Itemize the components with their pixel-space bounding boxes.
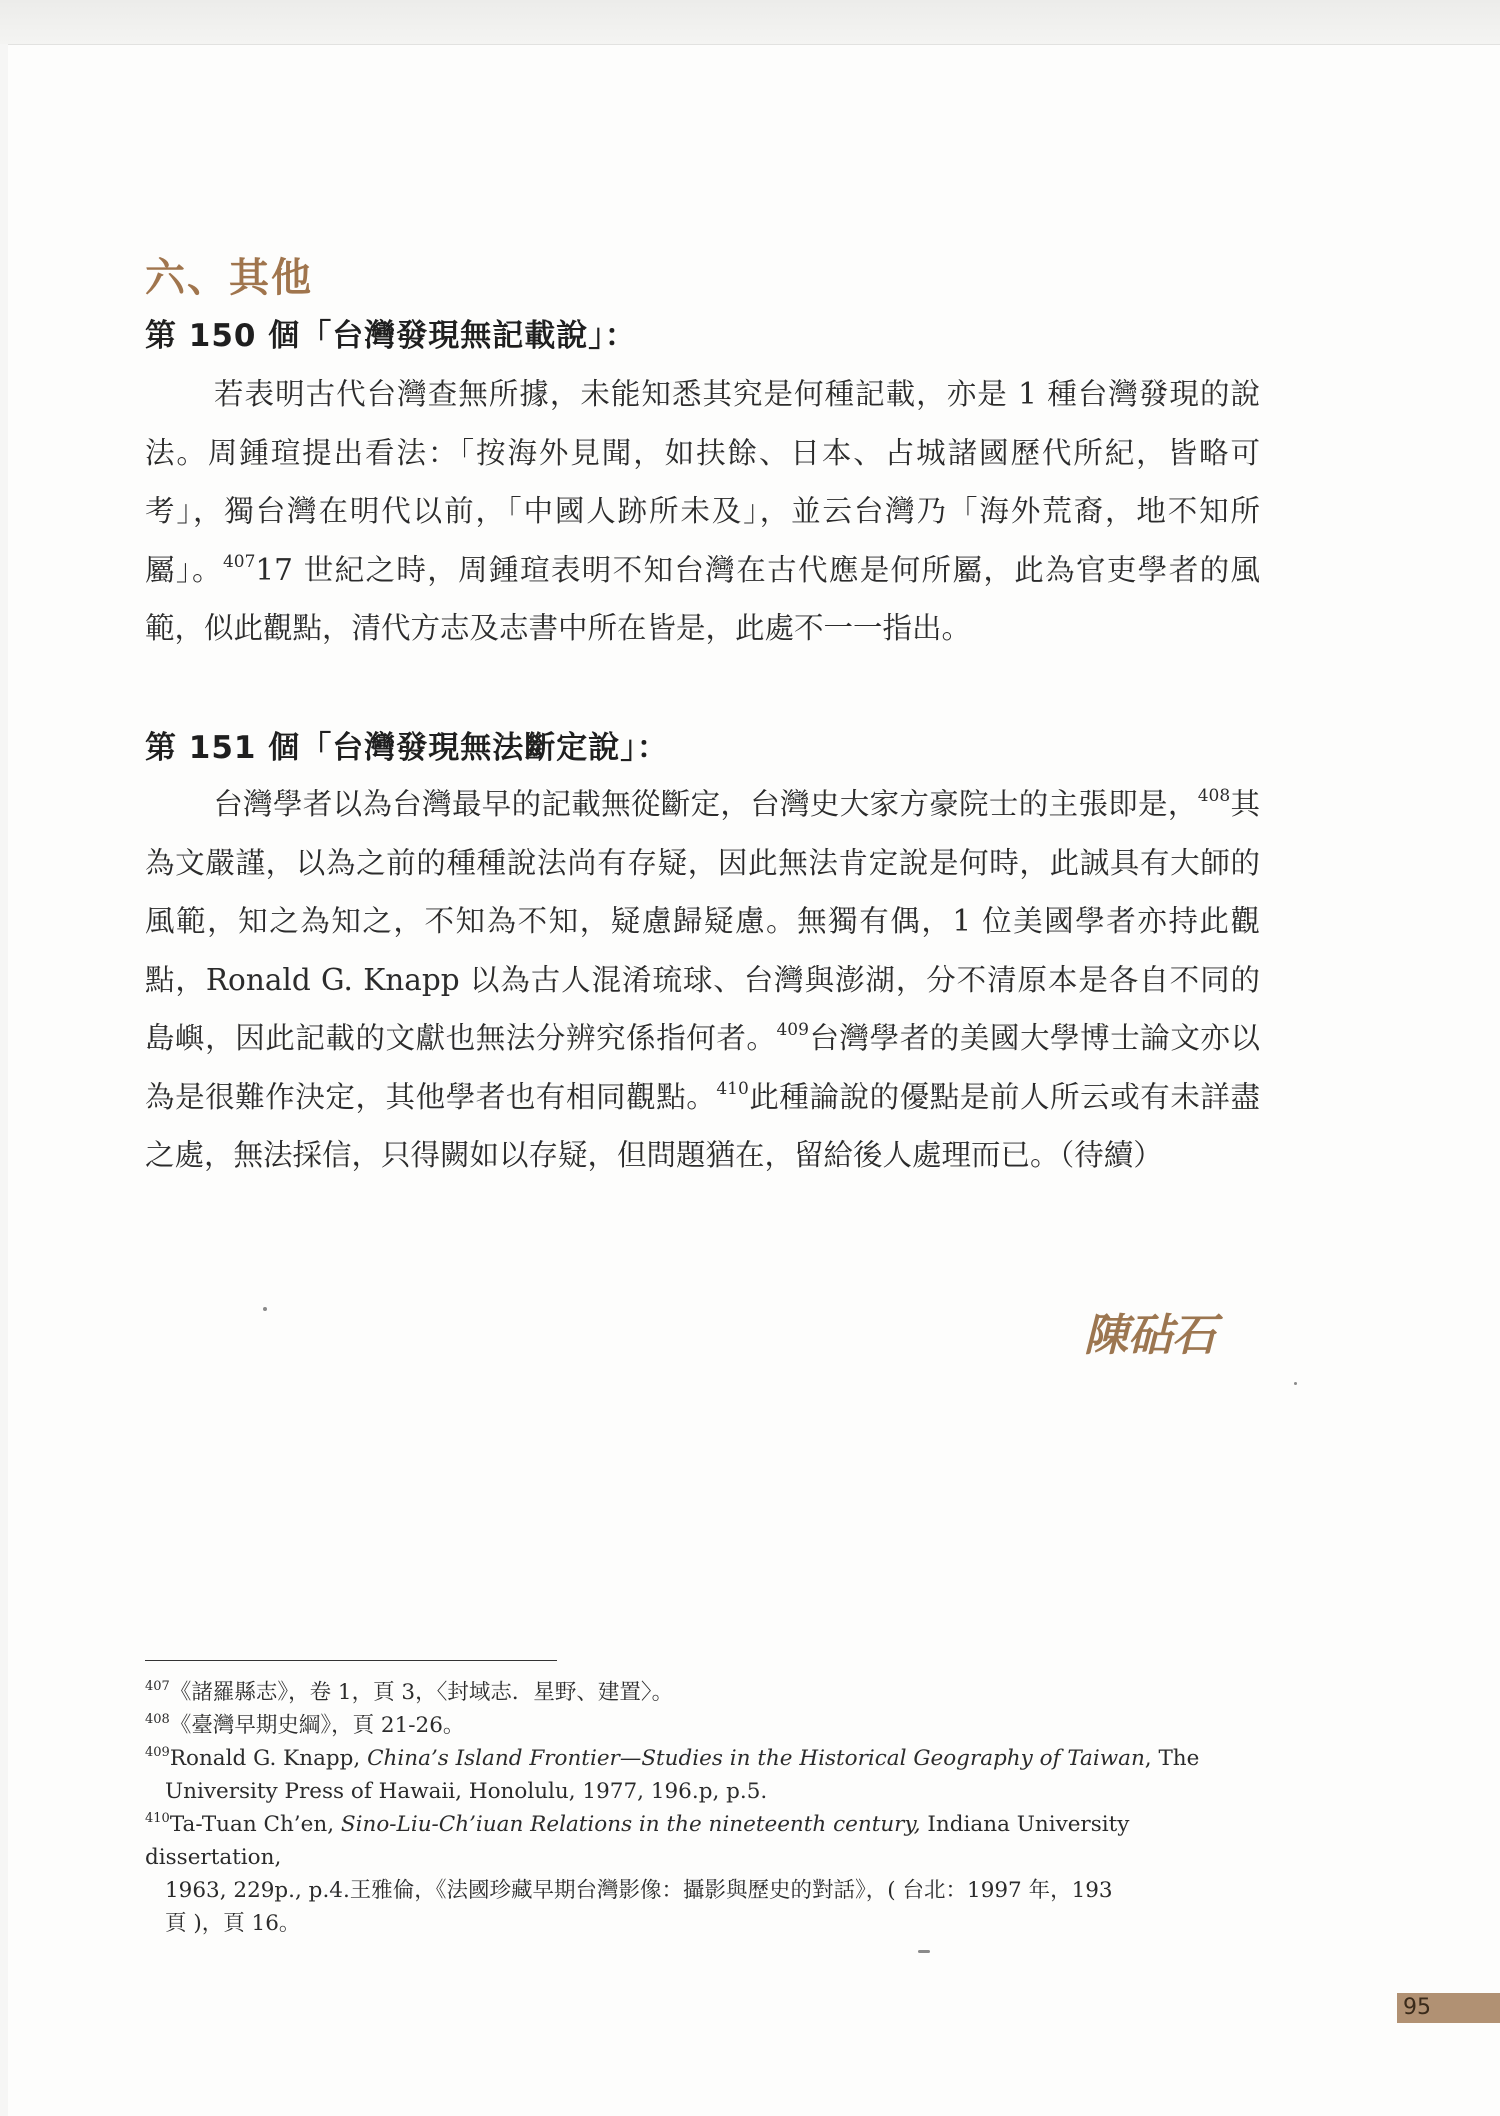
heading-150: 第 150 個「台灣發現無記載說」： <box>145 318 637 354</box>
footnote-407 <box>145 1676 1260 1709</box>
footnote-text: Ta-Tuan Ch’en, <box>169 1812 341 1837</box>
footnote-continuation: 頁 )，頁 16。 <box>165 1911 301 1936</box>
scan-speck <box>263 1307 267 1311</box>
author-signature <box>1080 1300 1240 1370</box>
footnote-text: Indiana University dissertation, <box>145 1812 1130 1870</box>
page-number: 95 <box>1397 1993 1500 2023</box>
footnote-ref-410: 410 <box>716 1078 749 1099</box>
footnote-ref-407: 407 <box>222 551 256 572</box>
footnote-continuation: 1963, 229p., p.4.王雅倫，《法國珍藏早期台灣影像：攝影與歷史的對話》，( 台北：1997 年，193 <box>165 1878 1113 1903</box>
footnote-408 <box>145 1709 1260 1742</box>
footnote-continuation: University Press of Hawaii, Honolulu, 1977, 196.p, p.5. <box>165 1779 768 1804</box>
scan-speck <box>1294 1382 1297 1385</box>
scan-top-strip <box>0 0 1500 44</box>
footnote-divider <box>145 1660 557 1661</box>
footnote-number: 408 <box>145 1712 170 1727</box>
footnote-number: 407 <box>145 1679 170 1694</box>
footnote-number: 410 <box>145 1811 170 1826</box>
heading-151: 第 151 個「台灣發現無法斷定說」： <box>145 730 669 766</box>
paragraph-151-text-2: 其為文嚴謹，以為之前的種種說法尚有存疑，因此無法肯定說是何時，此誠具有大師的風範，知之為知之，不知為不知，疑慮歸疑慮。無獨有偶，1 位美國學者亦持此觀點，Ronald G. Knapp 以為古人混淆琉球、台灣與澎湖，分不清原本是各自不同的島嶼，因此記載的文獻也無法分辨究係指何者。 <box>145 787 1260 1055</box>
footnote-number: 409 <box>145 1745 170 1760</box>
paragraph-150-text-1: 若表明古代台灣查無所據，未能知悉其究是何種記載，亦是 1 種台灣發現的說法。周鍾瑄提出看法：「按海外見聞，如扶餘、日本、占城諸國歷代所紀，皆略可考」，獨台灣在明代以前，「中國人跡所未及」，並云台灣乃「海外荒裔，地不知所屬」。 <box>145 377 1260 587</box>
footnote-ref-408: 408 <box>1197 786 1231 806</box>
signature-text: 陳砧石 <box>1084 1310 1216 1361</box>
footnote-410 <box>145 1808 1260 1940</box>
footnote-ref-409: 409 <box>776 1020 809 1040</box>
scan-speck <box>918 1950 930 1953</box>
paragraph-151-text-4: 此種論說的優點是前人所云或有未詳盡之處，無法採信，只得闕如以存疑，但問題猶在，留給後人處理而已。（待續） <box>145 1079 1260 1172</box>
footnote-title: Sino-Liu-Ch’iuan Relations in the nineteenth century, <box>340 1812 921 1837</box>
footnotes <box>145 1676 1260 1940</box>
paragraph-150-text-2: 17 世紀之時，周鍾瑄表明不知台灣在古代應是何所屬，此為官吏學者的風範，似此觀點，清代方志及志書中所在皆是，此處不一一指出。 <box>145 552 1260 645</box>
paragraph-151-text-3: 台灣學者的美國大學博士論文亦以為是很難作決定，其他學者也有相同觀點。 <box>145 1021 1260 1114</box>
paragraph-150 <box>145 365 1260 658</box>
footnote-text: 《諸羅縣志》，卷 1，頁 3，〈封域志．星野、建置〉。 <box>169 1680 674 1705</box>
footnote-text: Ronald G. Knapp, <box>169 1746 368 1771</box>
section-title: 六、其他 <box>145 255 313 301</box>
footnote-409 <box>145 1742 1260 1808</box>
paragraph-151-text-1: 台灣學者以為台灣最早的記載無從斷定，台灣史大家方豪院士的主張即是， <box>213 787 1198 821</box>
footnote-text: , The <box>1144 1746 1200 1771</box>
footnote-text: 《臺灣早期史綱》，頁 21-26。 <box>169 1713 465 1738</box>
footnote-title: China’s Island Frontier—Studies in the Historical Geography of Taiwan <box>367 1746 1145 1771</box>
paragraph-151 <box>145 775 1260 1185</box>
